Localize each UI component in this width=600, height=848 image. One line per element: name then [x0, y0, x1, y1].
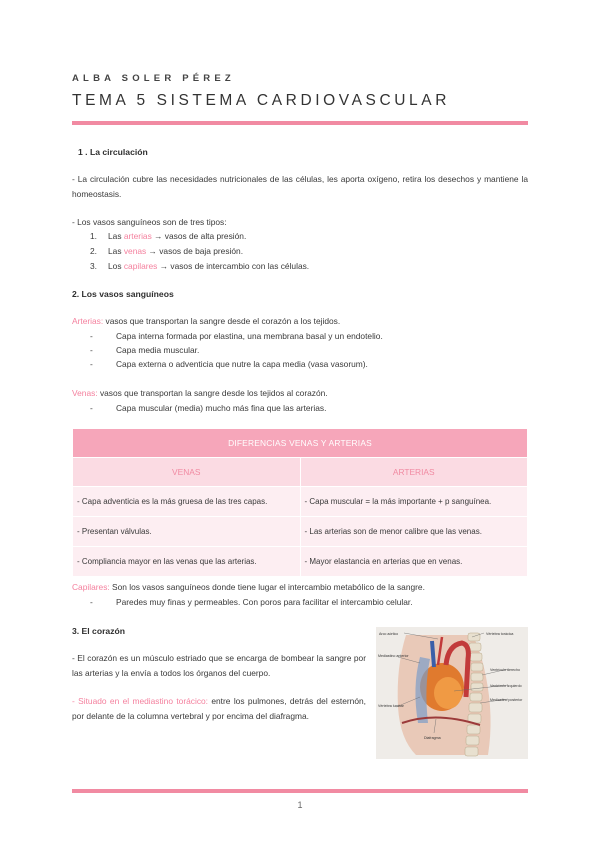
- section-1-intro: - La circulación cubre las necesidades nutricionales de las células, les aporta oxígeno, retira los desechos y mantiene la homeostasis.: [72, 174, 528, 199]
- table-cell-arterias: - Capa muscular = la más importante + p sanguínea.: [300, 487, 528, 517]
- item-text: → vasos de alta presión.: [151, 231, 247, 241]
- table-cell-venas: - Presentan válvulas.: [73, 517, 301, 547]
- page-title: TEMA 5 SISTEMA CARDIOVASCULAR: [72, 92, 451, 109]
- dash: -: [90, 597, 93, 607]
- column-header-arterias: ARTERIAS: [300, 458, 528, 487]
- table-cell-venas: - Compliancia mayor en las venas que las arterias.: [73, 547, 301, 577]
- item-number: 1.: [90, 231, 97, 241]
- list-item: [90, 329, 383, 344]
- section-1-heading: 1 . La circulación: [78, 147, 148, 157]
- term-venas: venas: [123, 246, 147, 256]
- list-item: [90, 595, 413, 610]
- table-cell-arterias: - Mayor elastancia en arterias que en venas.: [300, 547, 528, 577]
- venas-definition: [72, 386, 328, 401]
- list-item-text: Capa muscular (media) mucho más fina que las arterias.: [116, 403, 327, 413]
- item-prefix: Los: [108, 261, 124, 271]
- item-prefix: Las: [108, 246, 124, 256]
- section-2-heading: 2. Los vasos sanguíneos: [72, 289, 174, 299]
- dash: -: [90, 359, 93, 369]
- figure-label: Mediastino posterior: [490, 698, 523, 702]
- list-item: [90, 343, 199, 358]
- vessel-type-item: [90, 244, 243, 259]
- dash: -: [90, 331, 93, 341]
- vessel-type-item: [90, 259, 309, 274]
- bottom-divider: [72, 789, 528, 793]
- dash: -: [90, 403, 93, 413]
- figure-label: Vértebra torácica: [486, 632, 514, 636]
- table-cell-arterias: - Las arterias son de menor calibre que las venas.: [300, 517, 528, 547]
- heart-location: [72, 694, 366, 723]
- definition-text: vasos que transportan la sangre desde el corazón a los tejidos.: [103, 316, 341, 326]
- list-item: [90, 357, 368, 372]
- table-row: [73, 517, 528, 547]
- differences-table: [72, 428, 528, 577]
- arterias-definition: [72, 314, 340, 329]
- column-header-venas: VENAS: [73, 458, 301, 487]
- item-number: 2.: [90, 246, 97, 256]
- table-cell-venas: - Capa adventicia es la más gruesa de las tres capas.: [73, 487, 301, 517]
- figure-label: Vértebra lumbar: [378, 704, 404, 708]
- item-text: → vasos de baja presión.: [146, 246, 244, 256]
- term-arterias-heading: Arterias:: [72, 316, 104, 326]
- section-3-heading: 3. El corazón: [72, 626, 126, 636]
- figure-label: Mediastino anterior: [378, 654, 409, 658]
- capilares-definition: [72, 580, 425, 595]
- top-divider: [72, 121, 528, 125]
- definition-text: Son los vasos sanguíneos donde tiene lugar el intercambio metabólico de la sangre.: [109, 582, 425, 592]
- item-text: → vasos de intercambio con las células.: [157, 261, 310, 271]
- figure-label: Arco aórtico: [379, 632, 399, 636]
- figure-label: Ventrículo derecho: [490, 668, 520, 672]
- term-venas-heading: Venas:: [72, 388, 98, 398]
- location-text: entre los pulmones, detrás del esternón, por delante de la columna vertebral y por encima del diafragma.: [72, 696, 366, 721]
- vessel-type-item: [90, 229, 246, 244]
- list-item-text: Paredes muy finas y permeables. Con poros para facilitar el intercambio celular.: [116, 597, 413, 607]
- location-term: - Situado en el mediastino torácico:: [72, 696, 208, 706]
- item-prefix: Las: [108, 231, 124, 241]
- figure-label: Ventrículo izquierdo: [490, 684, 522, 688]
- list-item-text: Capa media muscular.: [116, 345, 200, 355]
- list-item: [90, 401, 326, 416]
- term-arterias: arterias: [123, 231, 152, 241]
- dash: -: [90, 345, 93, 355]
- author-name: ALBA SOLER PÉREZ: [72, 73, 235, 84]
- item-number: 3.: [90, 261, 97, 271]
- thorax-anatomy-figure: [376, 627, 528, 759]
- term-capilares: capilares: [123, 261, 158, 271]
- table-row: [73, 547, 528, 577]
- figure-label: Diafragma: [424, 736, 441, 740]
- vessel-types-intro: - Los vasos sanguíneos son de tres tipos:: [72, 217, 227, 227]
- table-title: DIFERENCIAS VENAS Y ARTERIAS: [73, 429, 528, 458]
- heart-description: - El corazón es un músculo estriado que se encarga de bombear la sangre por las arterias y la envía a todos los órganos del cuerpo.: [72, 653, 366, 678]
- table-row: [73, 487, 528, 517]
- definition-text: vasos que transportan la sangre desde los tejidos al corazón.: [97, 388, 328, 398]
- page-number: 1: [297, 800, 303, 810]
- list-item-text: Capa externa o adventicia que nutre la capa media (vasa vasorum).: [116, 359, 368, 369]
- term-capilares-heading: Capilares:: [72, 582, 110, 592]
- anatomy-illustration: [376, 627, 528, 759]
- list-item-text: Capa interna formada por elastina, una membrana basal y un endotelio.: [116, 331, 383, 341]
